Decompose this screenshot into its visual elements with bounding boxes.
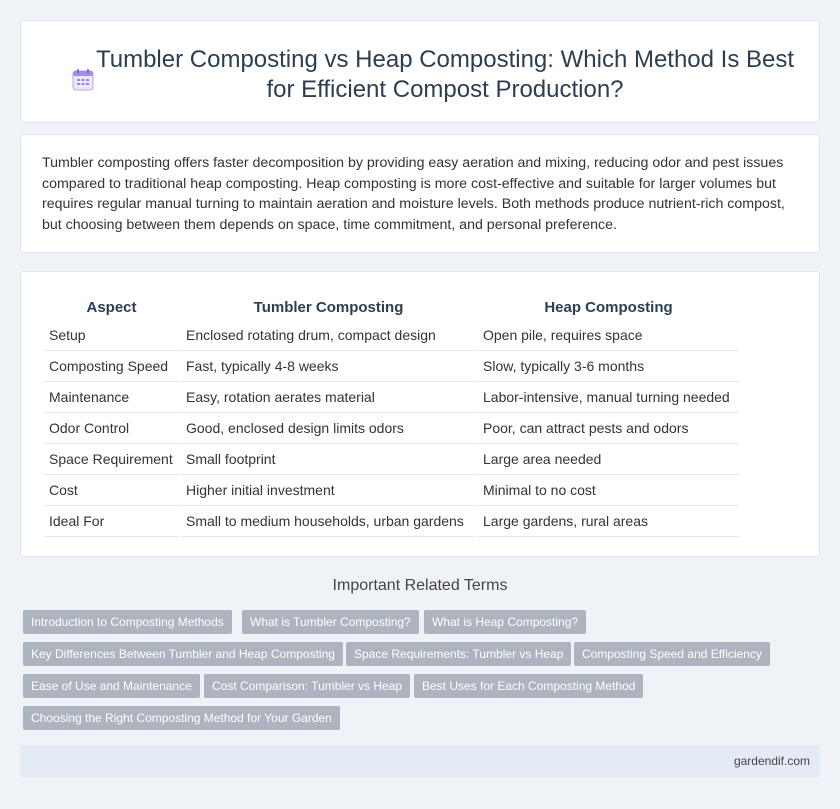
table-cell: Large area needed (478, 444, 739, 475)
summary-text: Tumbler composting offers faster decomposition by providing easy aeration and mixing, reducing odor and pest issues compared to traditional heap composting. Heap composting is more cost-effective and suitable for larger volumes but requires regular manual turning to maintain aeration and moisture levels. Both methods produce nutrient-rich compost, but choosing between them depends on space, time commitment, and personal preference. (42, 155, 785, 233)
comparison-table-card (20, 271, 820, 557)
column-header: Tumbler Composting (253, 299, 404, 316)
table-cell: Composting Speed (44, 351, 179, 382)
column-header: Heap Composting (544, 299, 673, 316)
table-row (44, 506, 739, 537)
table-row (44, 475, 739, 506)
table-cell: Odor Control (44, 413, 179, 444)
table-cell: Space Requirement (44, 444, 179, 475)
comparison-table (42, 295, 741, 537)
related-terms-heading: Important Related Terms (332, 577, 508, 594)
related-term-tag[interactable]: Choosing the Right Composting Method for Your Garden (23, 706, 340, 730)
footer-site-link[interactable]: gardendif.com (733, 754, 810, 768)
table-cell: Setup (44, 320, 179, 351)
table-header-row (44, 295, 739, 320)
table-cell: Maintenance (44, 382, 179, 413)
title-card (20, 20, 820, 123)
table-cell: Slow, typically 3-6 months (478, 351, 739, 382)
table-cell: Enclosed rotating drum, compact design (181, 320, 476, 351)
table-cell: Labor-intensive, manual turning needed (478, 382, 739, 413)
related-term-tag[interactable]: Best Uses for Each Composting Method (414, 674, 643, 698)
related-term-tag[interactable]: Space Requirements: Tumbler vs Heap (346, 642, 571, 666)
table-cell: Good, enclosed design limits odors (181, 413, 476, 444)
table-cell: Large gardens, rural areas (478, 506, 739, 537)
related-term-tag[interactable]: Key Differences Between Tumbler and Heap Composting (23, 642, 343, 666)
table-row (44, 351, 739, 382)
table-cell: Higher initial investment (181, 475, 476, 506)
page-title: Tumbler Composting vs Heap Composting: Which Method Is Best for Efficient Compost Production? (95, 46, 795, 103)
table-cell: Poor, can attract pests and odors (478, 413, 739, 444)
summary-card (20, 134, 820, 253)
table-cell: Minimal to no cost (478, 475, 739, 506)
table-cell: Easy, rotation aerates material (181, 382, 476, 413)
table-cell: Open pile, requires space (478, 320, 739, 351)
table-row (44, 320, 739, 351)
related-term-tag[interactable]: Introduction to Composting Methods (23, 610, 232, 634)
related-term-tag[interactable]: What is Heap Composting? (424, 610, 586, 634)
related-term-tag[interactable]: What is Tumbler Composting? (242, 610, 419, 634)
table-cell: Ideal For (44, 506, 179, 537)
column-header: Aspect (86, 299, 137, 316)
table-row (44, 413, 739, 444)
table-row (44, 382, 739, 413)
table-cell: Small to medium households, urban gardens (181, 506, 476, 537)
related-term-tag[interactable]: Cost Comparison: Tumbler vs Heap (204, 674, 410, 698)
related-term-tag[interactable]: Ease of Use and Maintenance (23, 674, 200, 698)
related-term-tag[interactable]: Composting Speed and Efficiency (574, 642, 770, 666)
table-row (44, 444, 739, 475)
table-cell: Fast, typically 4-8 weeks (181, 351, 476, 382)
table-cell: Small footprint (181, 444, 476, 475)
footer (20, 745, 820, 777)
table-cell: Cost (44, 475, 179, 506)
